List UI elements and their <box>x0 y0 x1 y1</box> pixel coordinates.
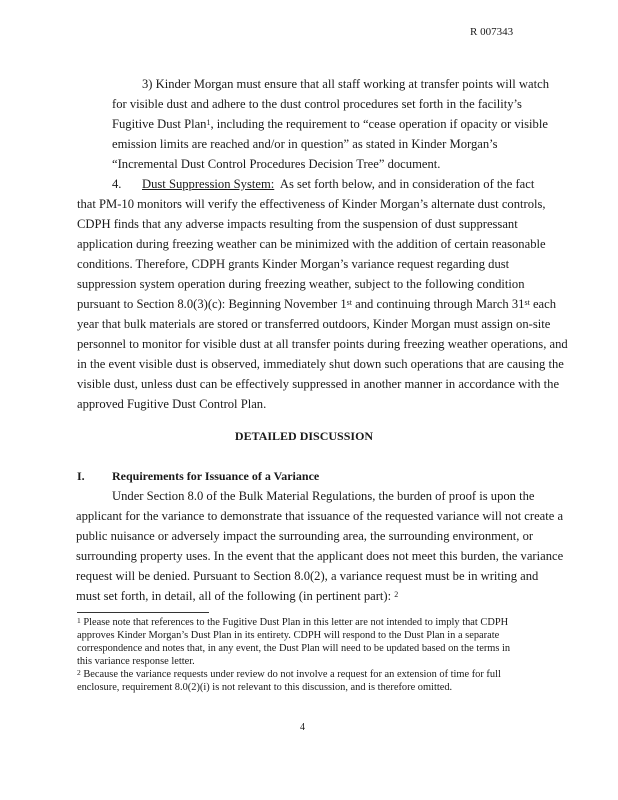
text-line: for visible dust and adhere to the dust control procedures set forth in the facility’s <box>112 97 522 111</box>
text-line: that PM-10 monitors will verify the effectiveness of Kinder Morgan’s alternate dust controls, <box>77 197 546 211</box>
bates-number: R 007343 <box>470 26 514 38</box>
footnote-line: approves Kinder Morgan’s Dust Plan in its entirety. CDPH will respond to the Dust Plan in a separate <box>77 630 500 641</box>
text: Please note that references to the Fugitive Dust Plan in this letter are not intended to imply that CDPH <box>80 617 509 628</box>
text-line: Under Section 8.0 of the Bulk Material Regulations, the burden of proof is upon the <box>112 489 535 503</box>
text-line: 3) Kinder Morgan must ensure that all staff working at transfer points will watch <box>142 77 549 91</box>
text-line: applicant for the variance to demonstrate that issuance of the requested variance will not create a <box>76 509 564 523</box>
section-heading: DETAILED DISCUSSION <box>234 429 374 443</box>
footnote-ref: 1 <box>206 118 211 127</box>
ordinal: st <box>524 298 530 307</box>
text: Because the variance requests under review do not involve a request for an extension of time for full <box>80 669 501 680</box>
text-line <box>112 117 548 131</box>
item-title: Dust Suppression System: <box>142 177 275 191</box>
footnote-line <box>77 669 501 681</box>
text-line: public nuisance or adversely impact the surrounding area, the surrounding environment, or <box>76 529 534 543</box>
footnote-line <box>77 617 508 629</box>
text-line: visible dust, unless dust can be effectively suppressed in another manner in accordance with the <box>77 377 560 391</box>
text-line: in the event visible dust is observed, immediately shut down such operations that are causing the <box>77 357 564 371</box>
page-number: 4 <box>300 722 305 733</box>
text-line: personnel to monitor for visible dust at all transfer points during freezing weather operations, and <box>77 337 568 351</box>
section-title: Requirements for Issuance of a Variance <box>112 469 320 483</box>
text-line: application during freezing weather can be minimized with the addition of certain reasonable <box>77 237 546 251</box>
text-line <box>112 177 121 191</box>
item-number: 4. <box>112 177 122 191</box>
text-line <box>76 589 398 603</box>
text-line: CDPH finds that any adverse impacts resulting from the suspension of dust suppressant <box>77 217 518 231</box>
ordinal: st <box>346 298 353 307</box>
text-line <box>142 177 534 191</box>
text: and continuing through March 31 <box>352 297 525 311</box>
text: each <box>529 297 557 311</box>
footnote-line: correspondence and notes that, in any event, the Dust Plan will need to be updated based on the terms in <box>77 643 511 654</box>
text: Fugitive Dust Plan <box>112 117 207 131</box>
section-number: I. <box>77 469 85 483</box>
footnote-line: enclosure, requirement 8.0(2)(i) is not relevant to this discussion, and is therefore omitted. <box>77 682 453 693</box>
footnote-mark: 1 <box>77 616 81 625</box>
footnote-line: this variance response letter. <box>77 656 195 667</box>
text-line: surrounding property uses. In the event that the applicant does not meet this burden, the variance <box>76 549 564 563</box>
text: , including the requirement to “cease operation if opacity or visible <box>210 117 548 131</box>
text-line: conditions. Therefore, CDPH grants Kinder Morgan’s variance request regarding dust <box>77 257 510 271</box>
text: must set forth, in detail, all of the following (in pertinent part): <box>76 589 395 603</box>
text-line: request will be denied. Pursuant to Section 8.0(2), a variance request must be in writing and <box>76 569 539 583</box>
text-line <box>77 297 556 311</box>
footnote-ref: 2 <box>394 590 399 599</box>
text-line: “Incremental Dust Control Procedures Decision Tree” document. <box>112 157 441 171</box>
text-line: emission limits are reached and/or in question” as stated in Kinder Morgan’s <box>112 137 498 151</box>
text: pursuant to Section 8.0(3)(c): Beginning November 1 <box>77 297 347 311</box>
text-line: approved Fugitive Dust Control Plan. <box>77 397 267 411</box>
text-line: year that bulk materials are stored or transferred outdoors, Kinder Morgan must assign on-site <box>77 317 551 331</box>
footnote-divider <box>77 612 209 613</box>
footnote-mark: 2 <box>77 668 81 677</box>
text: As set forth below, and in consideration of the fact <box>279 177 535 191</box>
text-line: suppression system operation during freezing weather, subject to the following condition <box>77 277 525 291</box>
